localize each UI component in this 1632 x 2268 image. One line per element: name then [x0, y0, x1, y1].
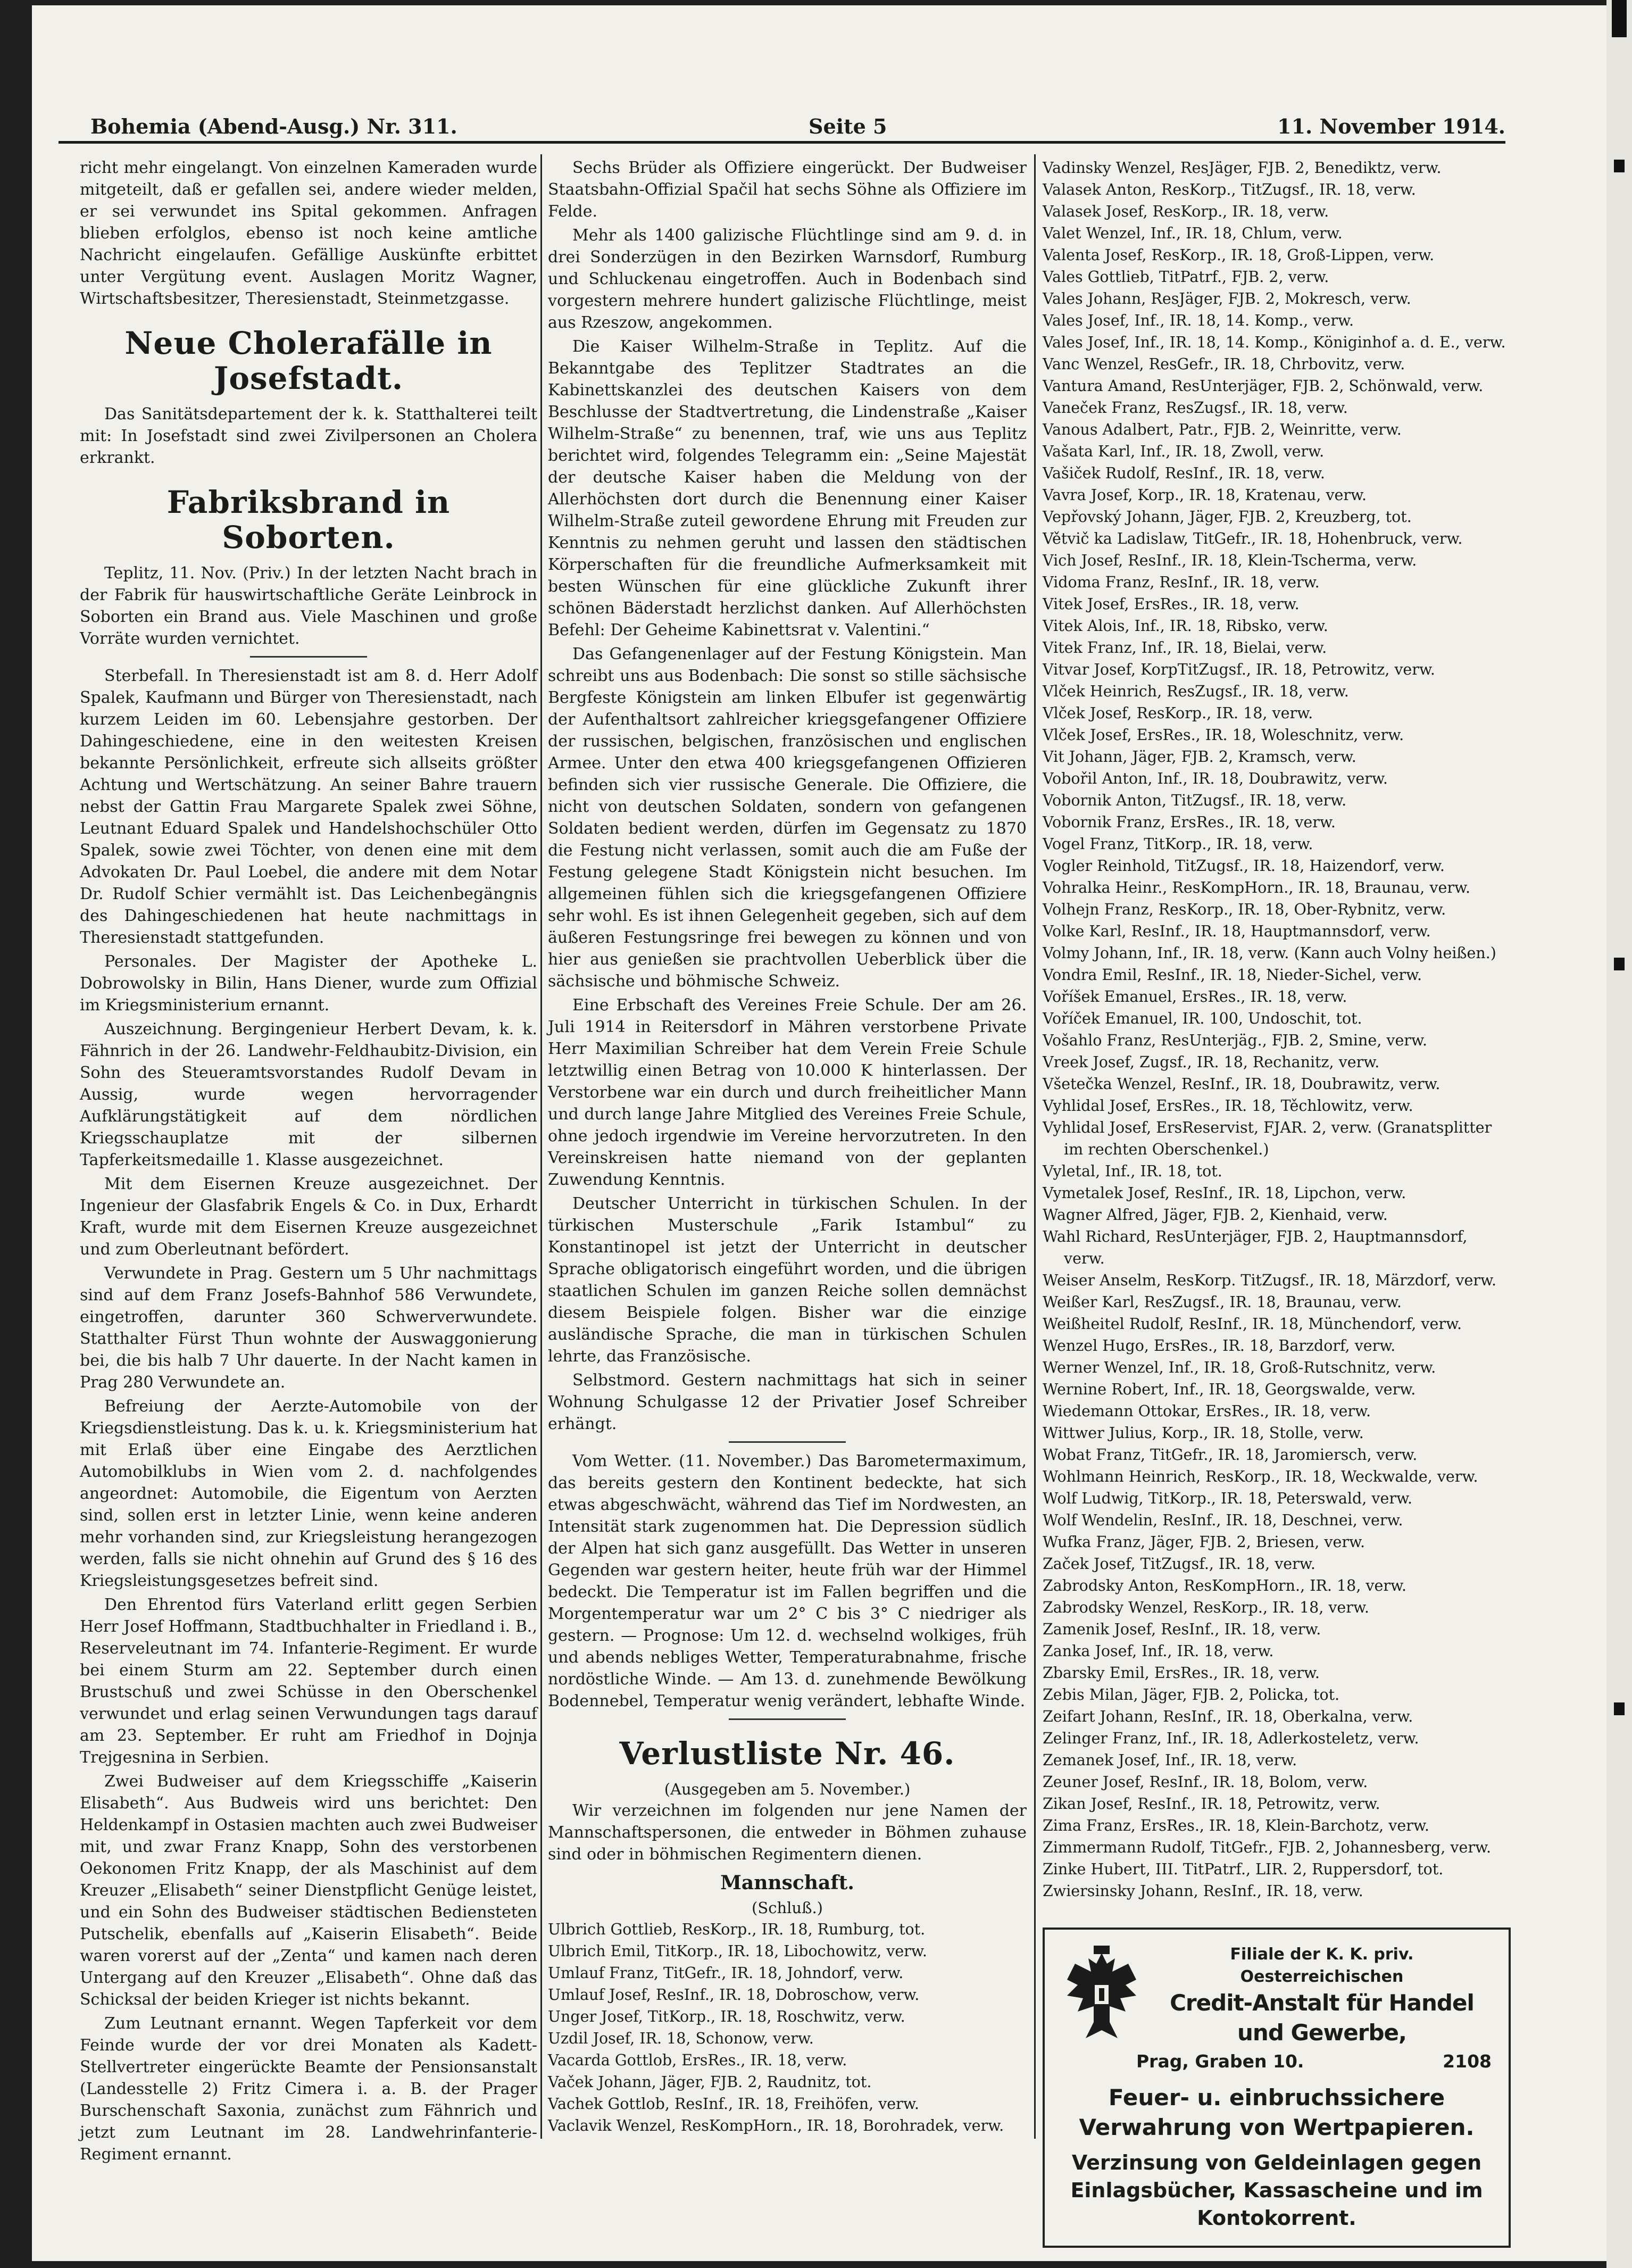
advertisement-credit-anstalt — [1043, 1928, 1511, 2248]
section-schluss: (Schluß.) — [752, 1899, 823, 1917]
article-continued: richt mehr eingelangt. Von einzelnen Kameraden wurde mitgeteilt, daß er gefallen sei, andere wieder melden, er sei verwundet ins Spital gekommen. Anfragen blieben erfolglos, ebenso ist noch keine amtliche Nachricht eingelaufen. Gefällige Auskünfte erbittet unter Vergütung event. Auslagen Moritz Wagner, Wirtschaftsbesitzer, Theresienstadt, Steinmetzgasse. — [80, 159, 537, 308]
casualty-entry: Weißer Karl, ResZugsf., IR. 18, Braunau, verw. — [1043, 1293, 1402, 1311]
casualty-entry: Unger Josef, TitKorp., IR. 18, Roschwitz, verw. — [548, 2008, 905, 2025]
page-header — [59, 109, 1505, 144]
casualty-entry: Vlček Josef, ResKorp., IR. 18, verw. — [1043, 704, 1313, 722]
casualty-entry: Začek Josef, TitZugsf., IR. 18, verw. — [1043, 1555, 1315, 1573]
article-selbstmord: Selbstmord. Gestern nachmittags hat sich in seiner Wohnung Schulgasse 12 der Privatier Josef Schreiber erhängt. — [548, 1371, 1027, 1433]
casualty-entry: Zinke Hubert, III. TitPatrf., LIR. 2, Ruppersdorf, tot. — [1043, 1860, 1444, 1878]
casualty-entry: Vadinsky Wenzel, ResJäger, FJB. 2, Benediktz, verw. — [1043, 159, 1442, 177]
double-eagle-icon — [1056, 1942, 1147, 2049]
article-cholera: Das Sanitätsdepartement der k. k. Statthalterei teilt mit: In Josefstadt sind zwei Zivilpersonen an Cholera erkrankt. — [80, 405, 537, 467]
casualty-entry: Vitek Alois, Inf., IR. 18, Ribsko, verw. — [1043, 617, 1328, 635]
casualty-entry: Valasek Josef, ResKorp., IR. 18, verw. — [1043, 203, 1329, 220]
issue-date: 11. November 1914. — [1277, 114, 1505, 138]
ad-offer-safekeeping: Feuer- u. einbruchssichere Verwahrung von Wertpapieren. — [1079, 2084, 1475, 2140]
casualty-entry: Ulbrich Emil, TitKorp., IR. 18, Libochowitz, verw. — [548, 1942, 927, 1960]
casualty-entry: Wobat Franz, TitGefr., IR. 18, Jaromiersch, verw. — [1043, 1446, 1418, 1464]
divider — [729, 1718, 846, 1720]
casualty-entry: Vobořil Anton, Inf., IR. 18, Doubrawitz, verw. — [1043, 770, 1388, 787]
casualty-entry: Zima Franz, ErsRes., IR. 18, Klein-Barchotz, verw. — [1043, 1817, 1429, 1834]
column-3 — [1043, 157, 1511, 2248]
newspaper-name: Bohemia (Abend-Ausg.) Nr. 311. — [90, 114, 457, 138]
verlustliste-intro: Wir verzeichnen im folgenden nur jene Namen der Mannschaftspersonen, die entweder in Böhmen zuhause sind oder in böhmischen Regimentern dienen. — [548, 1801, 1027, 1864]
article-personales: Personales. Der Magister der Apotheke L. Dobrowolsky in Bilin, Hans Diener, wurde zum Offizial im Kriegsministerium ernannt. — [80, 952, 537, 1015]
ad-code: 2108 — [1443, 2051, 1492, 2072]
headline-fabriksbrand: Fabriksbrand in Soborten. — [166, 484, 451, 555]
casualty-entry: Wagner Alfred, Jäger, FJB. 2, Kienhaid, verw. — [1043, 1206, 1388, 1224]
headline-verlustliste: Verlustliste Nr. 46. — [619, 1735, 955, 1772]
casualty-entry: Vidoma Franz, ResInf., IR. 18, verw. — [1043, 574, 1320, 591]
casualty-entry: Vlček Heinrich, ResZugsf., IR. 18, verw. — [1043, 683, 1349, 700]
casualty-entry: Zanka Josef, Inf., IR. 18, verw. — [1043, 1642, 1274, 1660]
casualty-entry: Zabrodsky Anton, ResKompHorn., IR. 18, verw. — [1043, 1577, 1407, 1594]
article-leutnant: Zum Leutnant ernannt. Wegen Tapferkeit vor dem Feinde wurde der vor drei Monaten als Kadett-Stellvertreter eingerückte Beamte der Pensionsanstalt (Landesstelle 2) Fritz Cimera i. a. B. der Prager Burschenschaft Saxonia, zunächst zum Fähnrich und jetzt zum Leutnant im 28. Landwehrinfanterie-Regiment ernannt. — [80, 2014, 537, 2164]
casualty-entry: Vyhlidal Josef, ErsReservist, FJAR. 2, verw. (Granatsplitter im rechten Oberschenkel.) — [1043, 1119, 1492, 1158]
casualty-list — [548, 1918, 1027, 2137]
casualty-entry: Vanous Adalbert, Patr., FJB. 2, Weinritte, verw. — [1043, 421, 1402, 438]
casualty-entry: Weißheitel Rudolf, ResInf., IR. 18, Münchendorf, verw. — [1043, 1315, 1462, 1333]
casualty-entry: Vobornik Franz, ErsRes., IR. 18, verw. — [1043, 813, 1336, 831]
casualty-entry: Zabrodsky Wenzel, ResKorp., IR. 18, verw. — [1043, 1599, 1369, 1616]
casualty-entry: Vlček Josef, ErsRes., IR. 18, Woleschnitz, verw. — [1043, 726, 1404, 744]
article-unterricht: Deutscher Unterricht in türkischen Schulen. In der türkischen Musterschule „Farik Istambul“ zu Konstantinopel ist jetzt der Unterricht in deutscher Sprache obligatorisch eingeführt worden, und die übrigen staatlichen Schulen im ganzen Reiche sollen demnächst diesem Beispiele folgen. Bisher war die einzige ausländische Sprache, die man in türkischen Schulen lehrte, das Französische. — [548, 1194, 1027, 1366]
casualty-entry: Vitvar Josef, KorpTitZugsf., IR. 18, Petrowitz, verw. — [1043, 661, 1435, 678]
casualty-list — [1043, 157, 1511, 1902]
casualty-entry: Zimmermann Rudolf, TitGefr., FJB. 2, Johannesberg, verw. — [1043, 1839, 1492, 1856]
casualty-entry: Vreek Josef, Zugsf., IR. 18, Rechanitz, verw. — [1043, 1053, 1380, 1071]
casualty-entry: Volke Karl, ResInf., IR. 18, Hauptmannsdorf, verw. — [1043, 923, 1431, 940]
article-ehrentod: Den Ehrentod fürs Vaterland erlitt gegen Serbien Herr Josef Hoffmann, Stadtbuchhalter in Friedland i. B., Reserveleutnant im 74. Infanterie-Regiment. Er wurde bei einem Sturm am 22. September durch einen Brustschuß und zwei Schüsse in den Oberschenkel verwundet und erlag seinen Verwundungen tags darauf am 23. September. Er ruht am Friedhof in Dojnja Trejgesnina in Serbien. — [80, 1596, 537, 1767]
casualty-entry: Wittwer Julius, Korp., IR. 18, Stolle, verw. — [1043, 1424, 1364, 1442]
casualty-entry: Vašata Karl, Inf., IR. 18, Zwoll, verw. — [1043, 443, 1325, 460]
casualty-entry: Zemanek Josef, Inf., IR. 18, verw. — [1043, 1751, 1297, 1769]
casualty-entry: Voříček Emanuel, IR. 100, Undoschit, tot. — [1043, 1010, 1362, 1027]
casualty-entry: Vales Gottlieb, TitPatrf., FJB. 2, verw. — [1043, 268, 1329, 286]
casualty-entry: Wohlmann Heinrich, ResKorp., IR. 18, Weckwalde, verw. — [1043, 1468, 1478, 1485]
casualty-entry: Vacarda Gottlob, ErsRes., IR. 18, verw. — [548, 2051, 847, 2069]
ad-address: Prag, Graben 10. — [1136, 2051, 1304, 2072]
casualty-entry: Zbarsky Emil, ErsRes., IR. 18, verw. — [1043, 1664, 1320, 1682]
article-erbschaft: Eine Erbschaft des Vereines Freie Schule. Der am 26. Juli 1914 in Reitersdorf in Mähren verstorbene Private Herr Maximilian Schreiber hat dem Verein Freie Schule letztwillig einen Betrag von 10.000 K hinterlassen. Der Verstorbene war ein durch und durch freiheitlicher Mann und durch lange Jahre Mitglied des Vereines Freie Schule, ohne jedoch irgendwie im Vereine hervorzutreten. In den Vereinskreisen hatte niemand von der geplanten Zuwendung Kenntnis. — [548, 996, 1027, 1189]
casualty-entry: Vymetalek Josef, ResInf., IR. 18, Lipchon, verw. — [1043, 1184, 1406, 1202]
casualty-entry: Vobornik Anton, TitZugsf., IR. 18, verw. — [1043, 792, 1347, 809]
casualty-entry: Vohralka Heinr., ResKompHorn., IR. 18, Braunau, verw. — [1043, 879, 1471, 896]
casualty-entry: Vich Josef, ResInf., IR. 18, Klein-Tscherma, verw. — [1043, 552, 1417, 569]
casualty-entry: Wahl Richard, ResUnterjäger, FJB. 2, Hauptmannsdorf, verw. — [1043, 1228, 1468, 1267]
article-gefangenenlager: Das Gefangenenlager auf der Festung Königstein. Man schreibt uns aus Bodenbach: Die sonst so stille sächsische Bergfeste Königstein am linken Elbufer ist gegenwärtig der Aufenthaltsort zahlreicher kriegsgefangener Offiziere der russischen, belgischen, französischen und englischen Armee. Unter den etwa 400 kriegsgefangenen Offizieren befinden sich vier russische Generale. Die Offiziere, die nicht von deutschen Soldaten, sondern von gefangenen Soldaten bedient werden, dürfen im Gegensatz zu 1870 die Festung nicht verlassen, somit auch die am Fuße der Festung gelegene Stadt Königstein nicht besuchen. Im allgemeinen fühlen sich die kriegsgefangenen Offiziere sehr wohl. Es ist ihnen Gelegenheit gegeben, sich auf dem äußeren Festungsringe frei bewegen zu können und von hier aus genießen sie prachtvollen Ueberblick über die sächsische und böhmische Schweiz. — [548, 645, 1027, 991]
casualty-entry: Vitek Josef, ErsRes., IR. 18, verw. — [1043, 595, 1300, 613]
column-rule — [540, 154, 542, 2139]
casualty-entry: Voříšek Emanuel, ErsRes., IR. 18, verw. — [1043, 988, 1347, 1006]
casualty-entry: Werner Wenzel, Inf., IR. 18, Groß-Rutschnitz, verw. — [1043, 1359, 1436, 1376]
casualty-entry: Vitek Franz, Inf., IR. 18, Bielai, verw. — [1043, 639, 1327, 657]
casualty-entry: Valasek Anton, ResKorp., TitZugsf., IR. 18, verw. — [1043, 181, 1416, 198]
headline-cholera: Neue Cholerafälle in Josefstadt. — [124, 325, 493, 396]
casualty-entry: Vales Josef, Inf., IR. 18, 14. Komp., Königinhof a. d. E., verw. — [1043, 334, 1506, 351]
column-2 — [548, 157, 1027, 2137]
article-auszeichnung: Auszeichnung. Bergingenieur Herbert Devam, k. k. Fähnrich in der 26. Landwehr-Feldhaubitz-Division, ein Sohn des Steueramtsvorstandes Rudolf Devam in Aussig, wurde wegen hervorragender Aufklärungstätigkeit auf dem nördlichen Kriegsschauplatze mit der silbernen Tapferkeitsmedaille 1. Klasse ausgezeichnet. — [80, 1020, 537, 1169]
casualty-entry: Wiedemann Ottokar, ErsRes., IR. 18, verw. — [1043, 1402, 1371, 1420]
casualty-entry: Wolf Ludwig, TitKorp., IR. 18, Peterswald, verw. — [1043, 1490, 1413, 1507]
casualty-entry: Zwiersinsky Johann, ResInf., IR. 18, verw. — [1043, 1882, 1363, 1900]
article-verwundete: Verwundete in Prag. Gestern um 5 Uhr nachmittags sind auf dem Franz Josefs-Bahnhof 586 Verwundete, eingetroffen, darunter 360 Schwerverwundete. Statthalter Fürst Thun wohnte der Auswaggonierung bei, die bis halb 7 Uhr dauerte. In der Nacht kamen in Prag 280 Verwundete an. — [80, 1264, 537, 1392]
casualty-entry: Vales Josef, Inf., IR. 18, 14. Komp., verw. — [1043, 312, 1354, 329]
casualty-entry: Valenta Josef, ResKorp., IR. 18, Groß-Lippen, verw. — [1043, 246, 1435, 264]
casualty-entry: Umlauf Franz, TitGefr., IR. 18, Johndorf, verw. — [548, 1964, 904, 1982]
casualty-entry: Uzdil Josef, IR. 18, Schonow, verw. — [548, 2030, 814, 2047]
casualty-entry: Valet Wenzel, Inf., IR. 18, Chlum, verw. — [1043, 225, 1343, 242]
casualty-entry: Wernine Robert, Inf., IR. 18, Georgswalde, verw. — [1043, 1381, 1416, 1398]
casualty-entry: Zeuner Josef, ResInf., IR. 18, Bolom, verw. — [1043, 1773, 1368, 1791]
casualty-entry: Zeifart Johann, ResInf., IR. 18, Oberkalna, verw. — [1043, 1708, 1413, 1725]
casualty-entry: Vaclavik Wenzel, ResKompHorn., IR. 18, Borohradek, verw. — [548, 2117, 1004, 2134]
casualty-entry: Vit Johann, Jäger, FJB. 2, Kramsch, verw. — [1043, 748, 1356, 766]
casualty-entry: Vanc Wenzel, ResGefr., IR. 18, Chrbovitz, verw. — [1043, 355, 1405, 373]
casualty-entry: Wenzel Hugo, ErsRes., IR. 18, Barzdorf, verw. — [1043, 1337, 1396, 1355]
casualty-entry: Umlauf Josef, ResInf., IR. 18, Dobroschow, verw. — [548, 1986, 920, 2004]
article-zwei-budweiser: Zwei Budweiser auf dem Kriegsschiffe „Kaiserin Elisabeth“. Aus Budweis wird uns berichtet: Den Heldenkampf in Ostasien machten auch zwei Budweiser mit, und zwar Franz Knapp, Sohn des verstorbenen Oekonomen Fritz Knapp, der als Maschinist auf dem Kreuzer „Elisabeth“ seiner Dienstpflicht Genüge leistet, und ein Sohn des Budweiser städtischen Bediensteten Putschelik, ebenfalls auf „Kaiserin Elisabeth“. Beide waren vorerst auf der „Zenta“ und kamen nach deren Untergang auf den Kreuzer „Elisabeth“. Ohne daß das Schicksal der beiden Krieger ist nichts bekannt. — [80, 1772, 537, 2009]
casualty-entry: Vondra Emil, ResInf., IR. 18, Nieder-Sichel, verw. — [1043, 966, 1422, 984]
page-edge — [1606, 0, 1632, 2268]
casualty-entry: Weiser Anselm, ResKorp. TitZugsf., IR. 18, Märzdorf, verw. — [1043, 1272, 1497, 1289]
casualty-entry: Vaneček Franz, ResZugsf., IR. 18, verw. — [1043, 399, 1348, 417]
article-wetter: Vom Wetter. (11. November.) Das Barometermaximum, das bereits gestern den Kontinent bedeckte, hat sich etwas abgeschwächt, während das Tief im Nordwesten, an Intensität stark zugenommen hat. Die Depression südlich der Alpen hat sich ganz ausgefüllt. Das Wetter in unseren Gegenden war gestern heiter, heute früh war der Himmel bedeckt. Die Temperatur ist im Fallen begriffen und die Morgentemperatur war um 2° C bis 3° C niedriger als gestern. — Prognose: Um 12. d. wechselnd wolkiges, früh und abends nebliges Wetter, Temperaturabnahme, frische nordöstliche Winde. — Am 13. d. zunehmende Bewölkung Bodennebel, Temperatur wenig verändert, lebhafte Winde. — [548, 1452, 1027, 1710]
casualty-entry: Wufka Franz, Jäger, FJB. 2, Briesen, verw. — [1043, 1533, 1365, 1551]
divider — [729, 1441, 846, 1443]
casualty-entry: Vyletal, Inf., IR. 18, tot. — [1043, 1162, 1222, 1180]
casualty-entry: Vogler Reinhold, TitZugsf., IR. 18, Haizendorf, verw. — [1043, 857, 1445, 875]
casualty-entry: Volmy Johann, Inf., IR. 18, verw. (Kann auch Volny heißen.) — [1043, 944, 1496, 962]
column-rule — [1034, 154, 1036, 2139]
article-brueder: Sechs Brüder als Offiziere eingerückt. Der Budweiser Staatsbahn-Offizial Spačil hat sechs Söhne als Offiziere im Felde. — [548, 159, 1027, 221]
casualty-entry: Všetečka Wenzel, ResInf., IR. 18, Doubrawitz, verw. — [1043, 1075, 1441, 1093]
casualty-entry: Vavra Josef, Korp., IR. 18, Kratenau, verw. — [1043, 486, 1367, 504]
casualty-entry: Vaček Johann, Jäger, FJB. 2, Raudnitz, tot. — [548, 2073, 872, 2091]
casualty-entry: Větvič ka Ladislaw, TitGefr., IR. 18, Hohenbruck, verw. — [1043, 530, 1463, 547]
casualty-entry: Zebis Milan, Jäger, FJB. 2, Policka, tot. — [1043, 1686, 1340, 1704]
verlustliste-date: (Ausgegeben am 5. November.) — [664, 1780, 911, 1798]
article-sterbefall: Sterbefall. In Theresienstadt ist am 8. d. Herr Adolf Spalek, Kaufmann und Bürger von Theresienstadt, nach kurzem Leiden im 60. Lebensjahre gestorben. Der Dahingeschiedene, eine in den weitesten Kreisen bekannte Persönlichkeit, erfreute sich allseits größter Achtung und Wertschätzung. An seiner Bahre trauern nebst der Gattin Frau Margarete Spalek zwei Söhne, Leutnant Eduard Spalek und Handelshochschüler Otto Spalek, sowie zwei Töchter, von denen eine mit dem Advokaten Dr. Paul Loebel, die andere mit dem Notar Dr. Rudolf Schier vermählt ist. Das Leichenbegängnis des Dahingeschiedenen hat heute nachmittags in Theresienstadt stattgefunden. — [80, 667, 537, 947]
article-eisernes-kreuz: Mit dem Eisernen Kreuze ausgezeichnet. Der Ingenieur der Glasfabrik Engels & Co. in Dux, Erhardt Kraft, wurde mit dem Eisernen Kreuze ausgezeichnet und zum Oberleutnant befördert. — [80, 1175, 537, 1259]
section-mannschaft: Mannschaft. — [720, 1872, 854, 1894]
article-befreiung: Befreiung der Aerzte-Automobile von der Kriegsdienstleistung. Das k. u. k. Kriegsministerium hat mit Erlaß über eine Eingabe des Aerztlichen Automobilklubs in Wien vom 2. d. nachfolgendes angeordnet: Automobile, die Eigentum von Aerzten sind, sollen erst in letzter Linie, wenn keine anderen mehr vorhanden sind, zur Kriegsleistung herangezogen werden, falls sie nicht ohnehin auf Grund des § 16 des Kriegsleistungsgesetzes befreit sind. — [80, 1397, 537, 1590]
divider — [250, 656, 367, 658]
casualty-entry: Volhejn Franz, ResKorp., IR. 18, Ober-Rybnitz, verw. — [1043, 901, 1446, 918]
casualty-entry: Vales Johann, ResJäger, FJB. 2, Mokresch, verw. — [1043, 290, 1411, 308]
casualty-entry: Vachek Gottlob, ResInf., IR. 18, Freihöfen, verw. — [548, 2095, 919, 2113]
casualty-entry: Zelinger Franz, Inf., IR. 18, Adlerkosteletz, verw. — [1043, 1730, 1419, 1747]
ad-bank-name: Credit-Anstalt für Handel und Gewerbe, — [1170, 1990, 1474, 2046]
ad-offer-interest: Verzinsung von Geldeinlagen gegen Einlagsbücher, Kassascheine und im Kontokorrent. — [1070, 2151, 1483, 2230]
article-kaiser-wilhelm-strasse: Die Kaiser Wilhelm-Straße in Teplitz. Auf die Bekanntgabe des Teplitzer Stadtrates an die Kabinettskanzlei des deutschen Kaisers von dem Beschlusse der Stadtvertretung, die Lindenstraße „Kaiser Wilhelm-Straße“ zu benennen, traf, wie uns aus Teplitz berichtet wird, folgendes Telegramm ein: „Seine Majestät der deutsche Kaiser haben die Meldung von der Allerhöchsten dort durch die Benennung einer Kaiser Wilhelm-Straße zuteil gewordene Ehrung mit Freuden zur Kenntnis zu nehmen geruht und lassen den städtischen Körperschaften für die freundliche Aufmerksamkeit mit besten Wünschen für eine glückliche Zukunft ihrer schönen Bäderstadt herzlichst danken. Auf Allerhöchsten Befehl: Der Geheime Kabinettsrat v. Valentini.“ — [548, 337, 1027, 639]
ad-filiale: Filiale der K. K. priv. Oesterreichischen — [1230, 1945, 1414, 1986]
article-fabriksbrand: Teplitz, 11. Nov. (Priv.) In der letzten Nacht brach in der Fabrik für hauswirtschaftliche Geräte Leinbrock in Soborten ein Brand aus. Viele Maschinen und große Vorräte wurden vernichtet. — [80, 564, 537, 648]
page-number: Seite 5 — [809, 114, 887, 138]
casualty-entry: Vantura Amand, ResUnterjäger, FJB. 2, Schönwald, verw. — [1043, 377, 1484, 395]
column-1 — [80, 157, 537, 2165]
casualty-entry: Zamenik Josef, ResInf., IR. 18, verw. — [1043, 1621, 1321, 1638]
casualty-entry: Wolf Wendelin, ResInf., IR. 18, Deschnei, verw. — [1043, 1511, 1403, 1529]
casualty-entry: Vogel Franz, TitKorp., IR. 18, verw. — [1043, 835, 1313, 853]
casualty-entry: Vyhlidal Josef, ErsRes., IR. 18, Těchlowitz, verw. — [1043, 1097, 1413, 1115]
casualty-entry: Zikan Josef, ResInf., IR. 18, Petrowitz, verw. — [1043, 1795, 1380, 1813]
casualty-entry: Vošahlo Franz, ResUnterjäg., FJB. 2, Smine, verw. — [1043, 1032, 1428, 1049]
casualty-entry: Vašiček Rudolf, ResInf., IR. 18, verw. — [1043, 464, 1325, 482]
casualty-entry: Vepřovský Johann, Jäger, FJB. 2, Kreuzberg, tot. — [1043, 508, 1412, 526]
casualty-entry: Ulbrich Gottlieb, ResKorp., IR. 18, Rumburg, tot. — [548, 1921, 926, 1938]
article-fluechtlinge: Mehr als 1400 galizische Flüchtlinge sind am 9. d. in drei Sonderzügen in den Bezirken Warnsdorf, Rumburg und Schluckenau eingetroffen. Auch in Bodenbach sind vorgestern mehrere hundert galizische Flüchtlinge, meist aus Rzeszow, angekommen. — [548, 226, 1027, 332]
